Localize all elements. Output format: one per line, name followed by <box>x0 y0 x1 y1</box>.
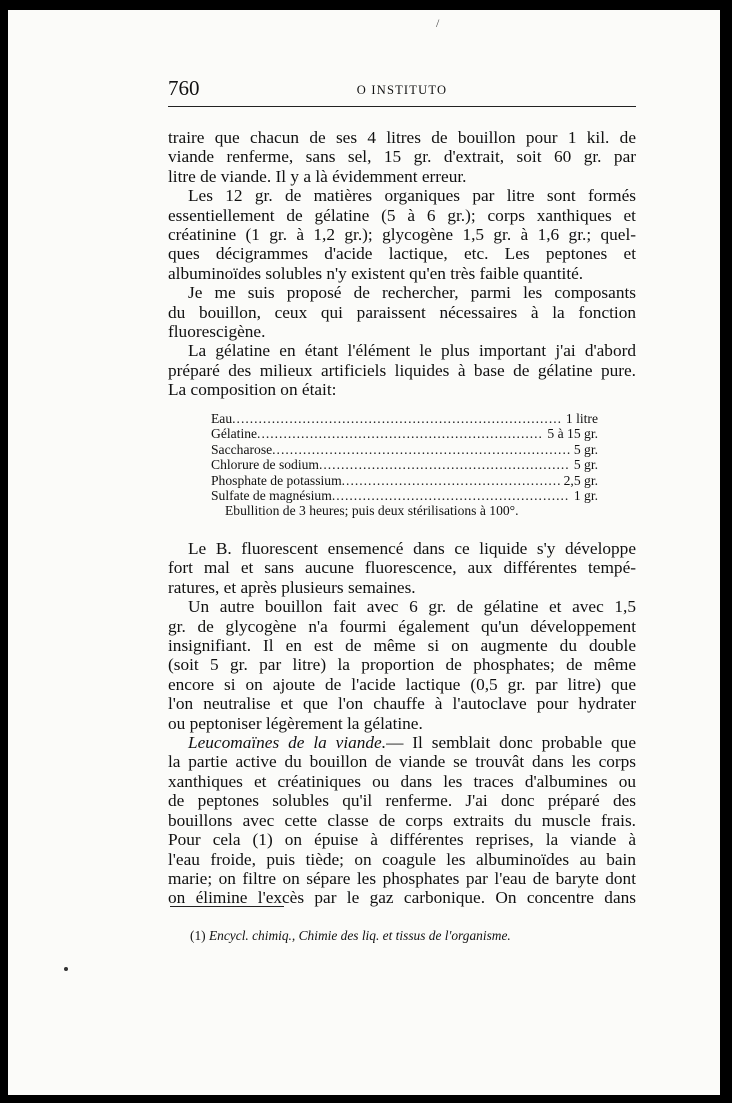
text-line: préparé des milieux artificiels liquides à base de gélatine pure. <box>168 360 636 380</box>
text-line <box>168 733 636 752</box>
table-row <box>211 411 598 426</box>
footnote <box>190 928 511 944</box>
ingredient-label: Chlorure de sodium <box>211 457 319 473</box>
ingredient-amount: 5 gr. <box>573 441 598 457</box>
ingredient-amount: 1 gr. <box>573 488 598 504</box>
leader-dots <box>332 488 570 503</box>
ink-speck <box>64 967 68 971</box>
text-line: marie; on filtre on sépare les phosphates par l'eau de baryte dont <box>168 868 636 888</box>
table-row <box>211 442 598 457</box>
page-header <box>168 76 636 107</box>
table-row <box>211 488 598 503</box>
ingredient-label: Sulfate de magnésium <box>211 488 332 504</box>
text-line: Le B. fluorescent ensemencé dans ce liquide s'y développe <box>188 539 636 558</box>
text-line: viande renferme, sans sel, 15 gr. d'extrait, soit 60 gr. par <box>168 147 636 167</box>
running-title: O INSTITUTO <box>356 83 448 97</box>
text-line: essentiellement de gélatine (5 à 6 gr.); corps xanthiques et <box>168 205 636 225</box>
text-line: ou peptoniser légèrement la gélatine. <box>168 713 423 733</box>
table-note: Ebullition de 3 heures; puis deux stérilisations à 100°. <box>225 503 519 519</box>
table-row <box>211 473 598 488</box>
text-line: l'eau froide, puis tiède; on coagule les albuminoïdes au bain <box>168 849 636 869</box>
text-line: Les 12 gr. de matières organiques par litre sont formés <box>188 186 636 206</box>
ingredient-label: Eau <box>211 411 233 426</box>
ingredient-amount: 1 litre <box>565 411 598 426</box>
body-text-top <box>168 128 636 400</box>
text-line: la partie active du bouillon de viande se trouvât dans les corps <box>168 752 636 772</box>
text-line: insignifiant. Il en est de même si on augmente du double <box>168 636 636 656</box>
leader-dots <box>232 411 562 426</box>
ingredient-amount: 2,5 gr. <box>563 472 598 488</box>
text-line: litre de viande. Il y a là évidemment erreur. <box>168 166 467 186</box>
page-number: 760 <box>168 76 200 100</box>
ingredient-amount: 5 gr. <box>573 457 598 473</box>
composition-table <box>211 411 598 519</box>
leader-dots <box>257 426 543 441</box>
text-line: xanthiques et créatiniques ou dans les traces d'albumines ou <box>168 771 636 791</box>
text-line: encore si on ajoute de l'acide lactique (0,5 gr. par litre) que <box>168 674 636 694</box>
text-fragment: — Il semblait donc probable que <box>386 733 636 753</box>
ingredient-label: Saccharose <box>211 441 273 457</box>
text-line: ratures, et après plusieurs semaines. <box>168 577 416 597</box>
text-line: de peptones solubles qu'il renferme. J'ai donc préparé des <box>168 791 636 811</box>
footnote-marker: (1) <box>190 928 206 943</box>
text-line: Pour cela (1) on épuise à différentes reprises, la viande à <box>168 830 636 850</box>
ingredient-amount: 5 à 15 gr. <box>547 426 598 442</box>
table-row <box>211 426 598 441</box>
text-line: Un autre bouillon fait avec 6 gr. de gélatine et avec 1,5 <box>188 597 636 617</box>
text-line: traire que chacun de ses 4 litres de bouillon pour 1 kil. de <box>168 128 636 147</box>
leader-dots <box>342 473 560 488</box>
table-row <box>211 457 598 472</box>
text-line: fluorescigène. <box>168 322 266 342</box>
pencil-mark: / <box>436 16 440 30</box>
text-line: gr. de glycogène n'a fourmi également qu'un développement <box>168 616 636 636</box>
section-heading: Leucomaïnes de la viande. <box>188 733 387 753</box>
text-line: ques décigrammes d'acide lactique, etc. Les peptones et <box>168 244 636 264</box>
text-line: du bouillon, ceux qui paraissent nécessaires à la fonction <box>168 302 636 322</box>
text-line: bouillons avec cette classe de corps extraits du muscle frais. <box>168 810 636 830</box>
text-line: (soit 5 gr. par litre) la proportion de phosphates; de même <box>168 655 636 675</box>
ingredient-label: Gélatine <box>211 426 258 442</box>
text-line: La gélatine en étant l'élément le plus important j'ai d'abord <box>188 341 636 361</box>
text-line: Je me suis proposé de rechercher, parmi les composants <box>188 283 636 303</box>
leader-dots <box>272 442 570 457</box>
text-line: créatinine (1 gr. à 1,2 gr.); glycogène 1,5 gr. à 1,6 gr.; quel- <box>168 225 636 245</box>
text-line: albuminoïdes solubles n'y existent qu'en très faible quantité. <box>168 263 584 283</box>
text-line: l'on neutralise et que l'on chauffe à l'autoclave pour hydrater <box>168 694 636 714</box>
body-text-bottom <box>168 539 636 908</box>
ingredient-label: Phosphate de potassium <box>211 472 342 488</box>
footnote-rule <box>170 906 284 907</box>
leader-dots <box>319 457 570 472</box>
text-line: fort mal et sans aucune fluorescence, aux différentes tempé- <box>168 558 636 578</box>
text-line: on élimine l'excès par le gaz carbonique. On concentre dans <box>168 888 636 908</box>
footnote-text: Encycl. chimiq., Chimie des liq. et tissus de l'organisme. <box>208 928 511 943</box>
text-line: La composition on était: <box>168 380 337 400</box>
